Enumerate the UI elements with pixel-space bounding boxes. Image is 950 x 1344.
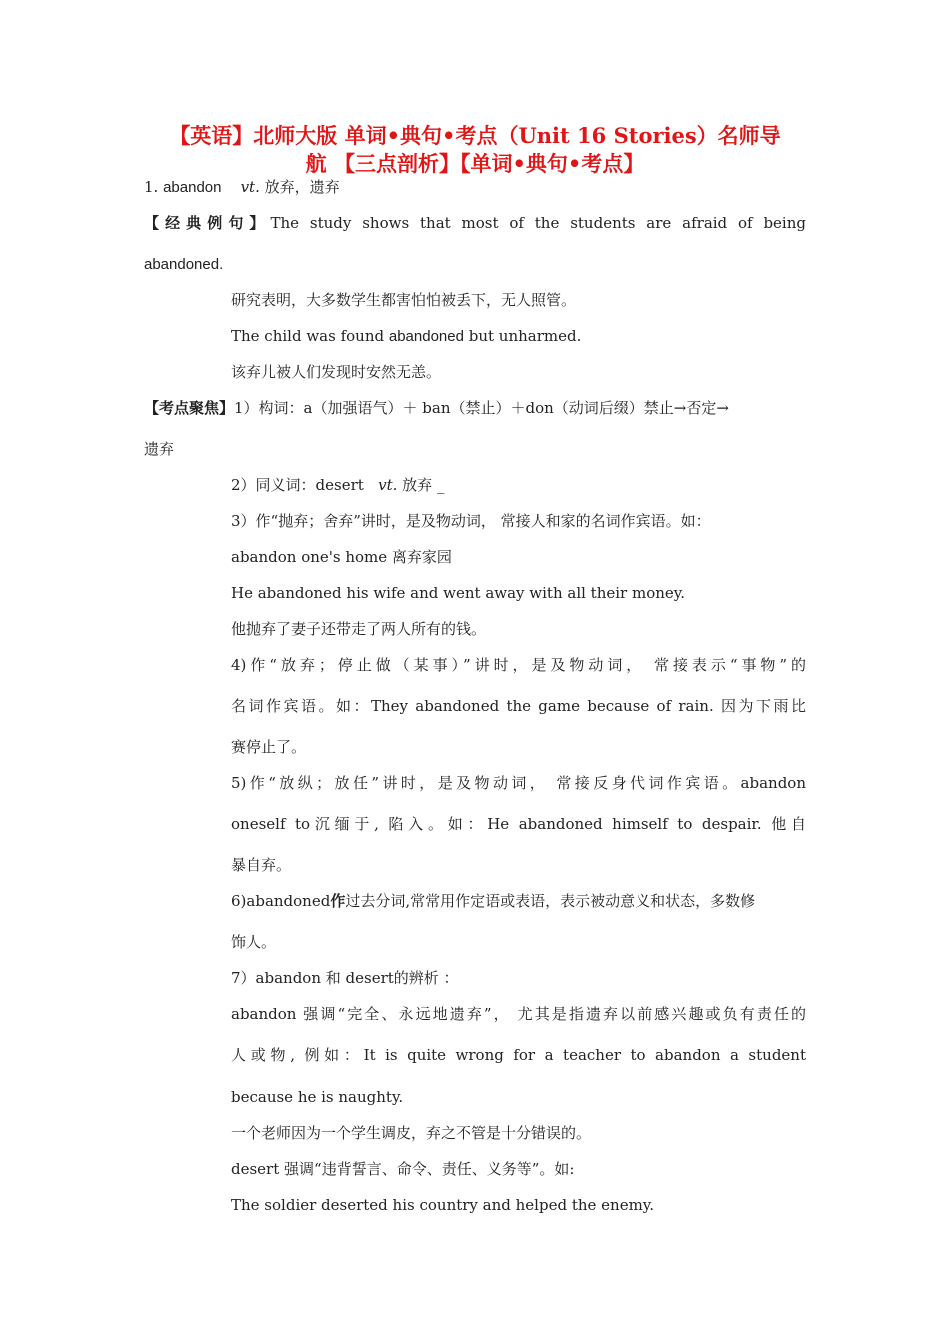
classic-s1-en: The study shows that most of the students are afraid of being <box>270 214 806 232</box>
focus-p2: 2）同义词：desert <box>231 476 364 494</box>
focus-p2-meaning: 放弃 _ <box>402 476 445 494</box>
title-line-2: 航 【三点剖析】【单词•典句•考点】 <box>305 151 645 176</box>
focus-p6-cont: 饰人。 <box>231 933 277 951</box>
focus-p6-pre: 6)abandoned <box>231 892 331 910</box>
focus-p2-pos: vt. <box>378 476 398 494</box>
focus-p1: 1）构词：a（加强语气）＋ ban（禁止）＋don（动词后缀）禁止→否定→ <box>234 399 729 417</box>
focus-p5-c: 暴自弃。 <box>231 856 292 874</box>
focus-label: 【考点聚焦】 <box>144 399 235 417</box>
entry-meaning: 放弃，遗弃 <box>264 178 340 196</box>
focus-p7-abandon-zh: 一个老师因为一个学生调皮，弃之不管是十分错误的。 <box>231 1124 592 1142</box>
classic-sentence-1 <box>144 213 806 233</box>
entry-number: 1. <box>144 178 159 196</box>
focus-p3-example: abandon one's home 离弃家园 <box>231 548 452 566</box>
focus-p3: 3）作“抛弃；舍弃”讲时，是及物动词， 常接人和家的名词作宾语。如： <box>231 512 711 530</box>
classic-s2-zh: 该弃儿被人们发现时安然无恙。 <box>231 363 442 381</box>
focus-p6-bold: 作 <box>330 892 346 910</box>
classic-s2-pre: The child was found <box>231 327 389 345</box>
entry-word: abandon <box>163 179 222 196</box>
focus-p7: 7）abandon 和 desert的辨析 ： <box>231 969 459 987</box>
classic-s1-en-cont: abandoned. <box>144 256 224 273</box>
focus-p4-c: 赛停止了。 <box>231 738 307 756</box>
focus-p7-abandon-2: 人或物, 例如：It is quite wrong for a teacher to abandon a student <box>231 1046 806 1064</box>
classic-sentence-2 <box>231 326 581 347</box>
focus-p5-b: oneself to沉缅于, 陷入。如：He abandoned himself to despair. 他自 <box>231 815 806 833</box>
classic-s1-zh: 研究表明，大多数学生都害怕怕被丢下，无人照管。 <box>231 291 577 309</box>
focus-p7-abandon-1: abandon 强调“完全、永远地遗弃”， 尤其是指遗弃以前感兴趣或负有责任的 <box>231 1005 806 1023</box>
document-title <box>140 122 810 178</box>
focus-p3-en: He abandoned his wife and went away with all their money. <box>231 584 686 602</box>
focus-p5-a: 5)作“放纵；放任”讲时，是及物动词， 常接反身代词作宾语。abandon <box>231 774 806 792</box>
focus-point-6 <box>231 891 755 911</box>
focus-p7-desert-en: The soldier deserted his country and helped the enemy. <box>231 1196 655 1214</box>
focus-point-1 <box>144 398 729 418</box>
entry-pos: vt. <box>240 178 260 196</box>
focus-point-2 <box>231 475 444 495</box>
focus-p7-abandon-3: because he is naughty. <box>231 1088 404 1106</box>
classic-s2-keyword: abandoned <box>388 328 464 345</box>
focus-p4-b: 名词作宾语。如：They abandoned the game because of rain. 因为下雨比 <box>231 697 806 715</box>
focus-p1-cont: 遗弃 <box>144 440 175 458</box>
focus-p3-zh: 他抛弃了妻子还带走了两人所有的钱。 <box>231 620 487 638</box>
focus-p7-desert-1: desert 强调“违背誓言、命令、责任、义务等”。如: <box>231 1160 575 1178</box>
focus-p4-a: 4)作“放弃；停止做（某事）”讲时，是及物动词， 常接表示“事物”的 <box>231 656 806 674</box>
title-line-1: 【英语】北师大版 单词•典句•考点（Unit 16 Stories）名师导 <box>169 123 781 148</box>
entry-heading <box>144 177 340 198</box>
classic-label: 【经典例句】 <box>144 214 271 232</box>
focus-p6-post: 过去分词,常常用作定语或表语，表示被动意义和状态，多数修 <box>345 892 756 910</box>
classic-s2-post: but unharmed. <box>463 327 582 345</box>
